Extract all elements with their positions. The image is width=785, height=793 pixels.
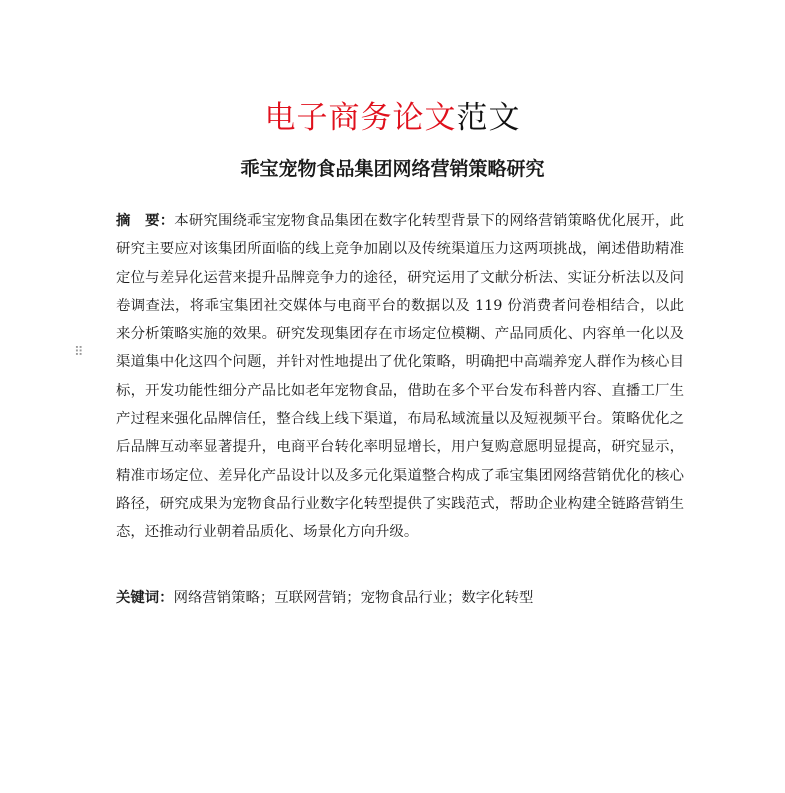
keywords-paragraph [116, 584, 684, 612]
drag-handle-icon[interactable]: ⠿ [74, 345, 84, 360]
title-black-part: 范文 [456, 100, 521, 136]
title-red-part: 电子商务论文 [264, 100, 457, 136]
abstract-text: 本研究围绕乖宝宠物食品集团在数字化转型背景下的网络营销策略优化展开，此研究主要应对该集团所面临的线上竞争加剧以及传统渠道压力这两项挑战，阐述借助精准定位与差异化运营来提升品牌竞争力的途径，研究运用了文献分析法、实证分析法以及问卷调查法，将乖宝集团社交媒体与电商平台的数据以及 119 份消费者问卷相结合，以此来分析策略实施的效果。研究发现集团存在市场定位模糊、产品同质化、内容单一化以及渠道集中化这四个问题，并针对性地提出了优化策略，明确把中高端养宠人群作为核心目标，开发功能性细分产品比如老年宠物食品，借助在多个平台发布科普内容、直播工厂生产过程来强化品牌信任，整合线上线下渠道，布局私域流量以及短视频平台。策略优化之后品牌互动率显著提升，电商平台转化率明显增长，用户复购意愿明显提高，研究显示，精准市场定位、差异化产品设计以及多元化渠道整合构成了乖宝集团网络营销优化的核心路径，研究成果为宠物食品行业数字化转型提供了实践范式，帮助企业构建全链路营销生态，还推动行业朝着品质化、场景化方向升级。 [116, 213, 684, 541]
abstract-label: 摘 要： [116, 212, 175, 229]
page-title [0, 98, 785, 138]
page-subtitle: 乖宝宠物食品集团网络营销策略研究 [240, 158, 545, 180]
keywords-label: 关键词： [116, 589, 174, 606]
abstract-paragraph [116, 207, 684, 547]
keywords-text: 网络营销策略；互联网营销；宠物食品行业；数字化转型 [173, 590, 534, 606]
